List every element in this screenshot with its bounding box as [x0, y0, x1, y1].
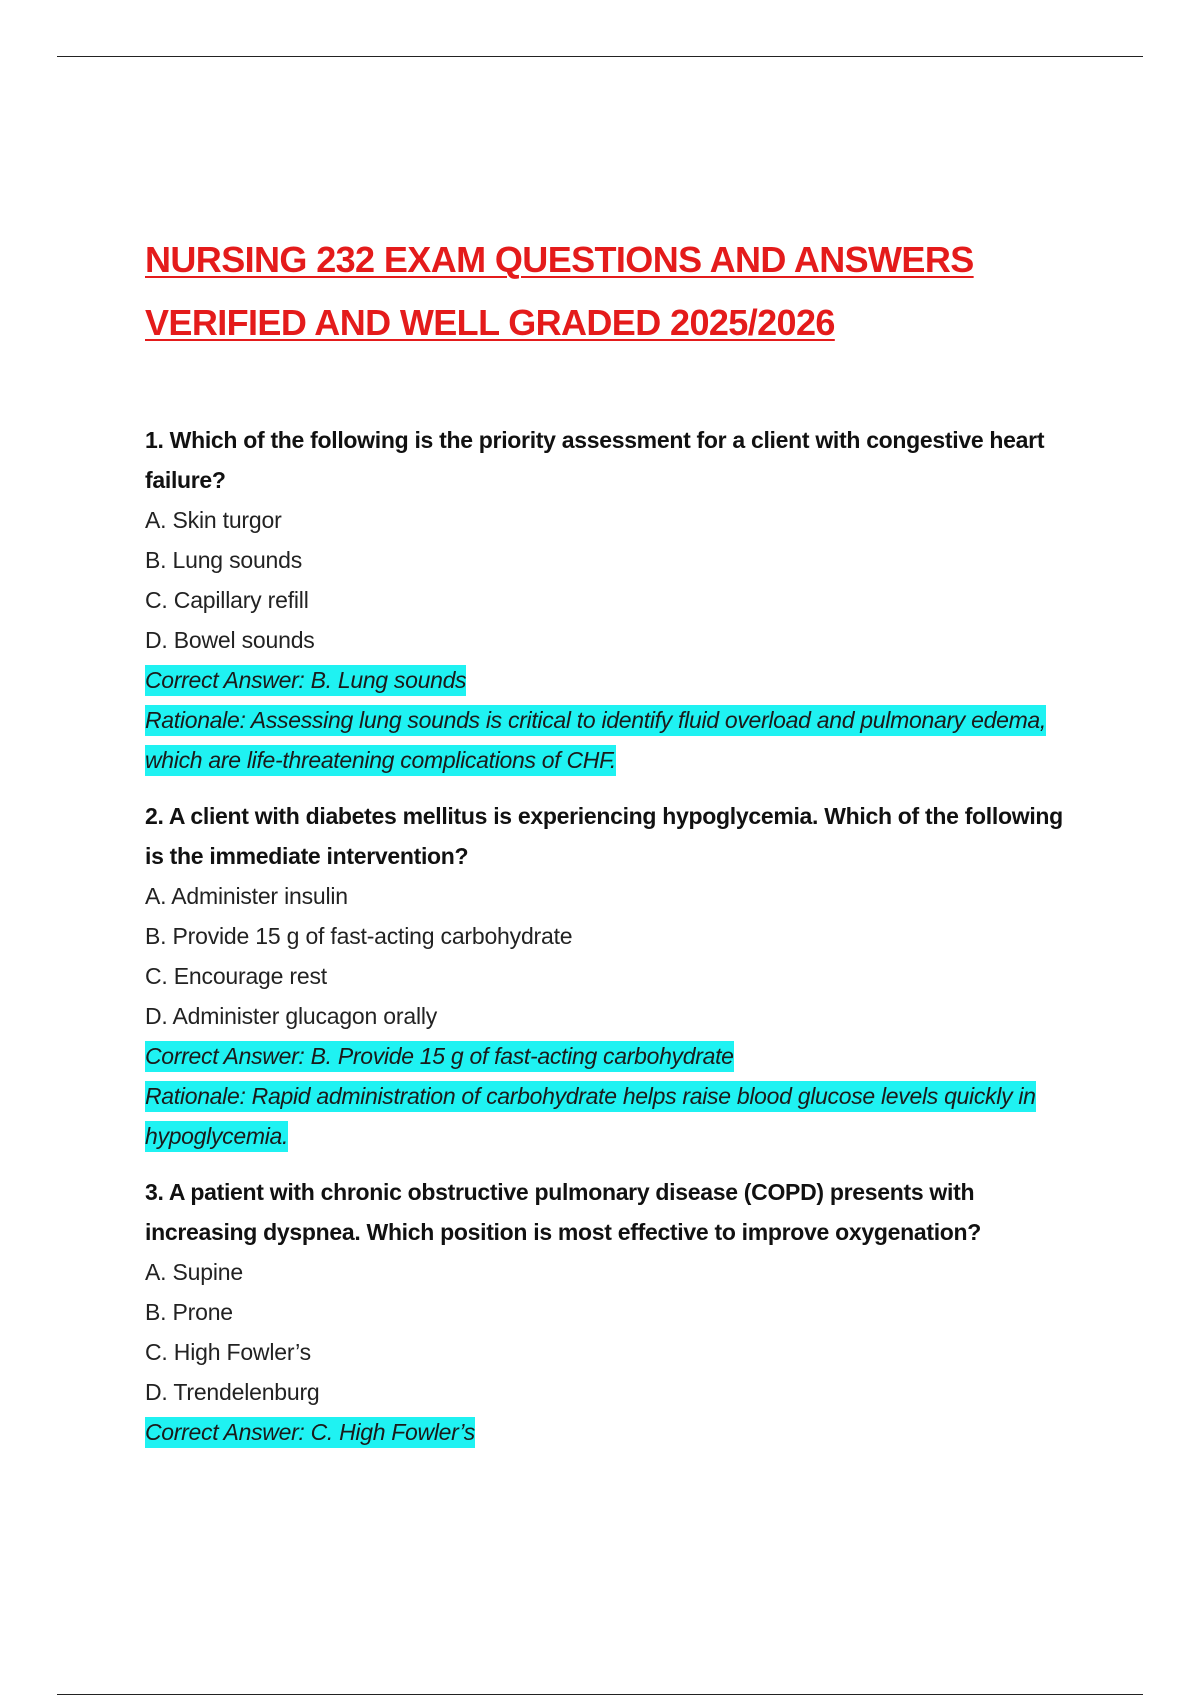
- question-2: [145, 796, 1075, 1156]
- option-a: A. Skin turgor: [145, 507, 282, 533]
- correct-answer: Correct Answer: C. High Fowler’s: [145, 1417, 475, 1448]
- option-a: A. Supine: [145, 1259, 243, 1285]
- option-d: D. Bowel sounds: [145, 627, 315, 653]
- bottom-rule: [57, 1694, 1143, 1695]
- option-c: C. Capillary refill: [145, 587, 309, 613]
- rationale-line: [145, 1076, 1075, 1156]
- rationale-line: [145, 700, 1075, 780]
- correct-answer-line: [145, 1036, 1075, 1076]
- option-a: A. Administer insulin: [145, 883, 348, 909]
- rationale: Rationale: Rapid administration of carbohydrate helps raise blood glucose levels quickly in hypoglycemia.: [145, 1081, 1036, 1152]
- option-d: D. Administer glucagon orally: [145, 1003, 438, 1029]
- top-rule: [57, 56, 1143, 57]
- rationale: Rationale: Assessing lung sounds is critical to identify fluid overload and pulmonary edema, which are life-threatening complications of CHF.: [145, 705, 1046, 776]
- correct-answer: Correct Answer: B. Provide 15 g of fast-acting carbohydrate: [145, 1041, 734, 1072]
- option-b: B. Lung sounds: [145, 547, 303, 573]
- title-line-2: VERIFIED AND WELL GRADED 2025/2026: [145, 302, 835, 343]
- question-3: [145, 1172, 1075, 1452]
- option-d: D. Trendelenburg: [145, 1379, 320, 1405]
- option-c: C. High Fowler’s: [145, 1339, 311, 1365]
- question-1: [145, 420, 1075, 780]
- question-list: [145, 420, 1075, 1468]
- option-c: C. Encourage rest: [145, 963, 327, 989]
- question-text: 3. A patient with chronic obstructive pulmonary disease (COPD) presents with increasing dyspnea. Which position is most effective to improve oxygenation?: [145, 1179, 982, 1245]
- question-text: 1. Which of the following is the priority assessment for a client with congestive heart failure?: [145, 427, 1045, 493]
- correct-answer-line: [145, 660, 1075, 700]
- question-text: 2. A client with diabetes mellitus is experiencing hypoglycemia. Which of the following is the immediate intervention?: [145, 803, 1063, 869]
- option-b: B. Prone: [145, 1299, 233, 1325]
- correct-answer: Correct Answer: B. Lung sounds: [145, 665, 466, 696]
- correct-answer-line: [145, 1412, 1075, 1452]
- option-b: B. Provide 15 g of fast-acting carbohydrate: [145, 923, 573, 949]
- title-line-1: NURSING 232 EXAM QUESTIONS AND ANSWERS: [145, 239, 974, 280]
- document-title: [145, 228, 1105, 354]
